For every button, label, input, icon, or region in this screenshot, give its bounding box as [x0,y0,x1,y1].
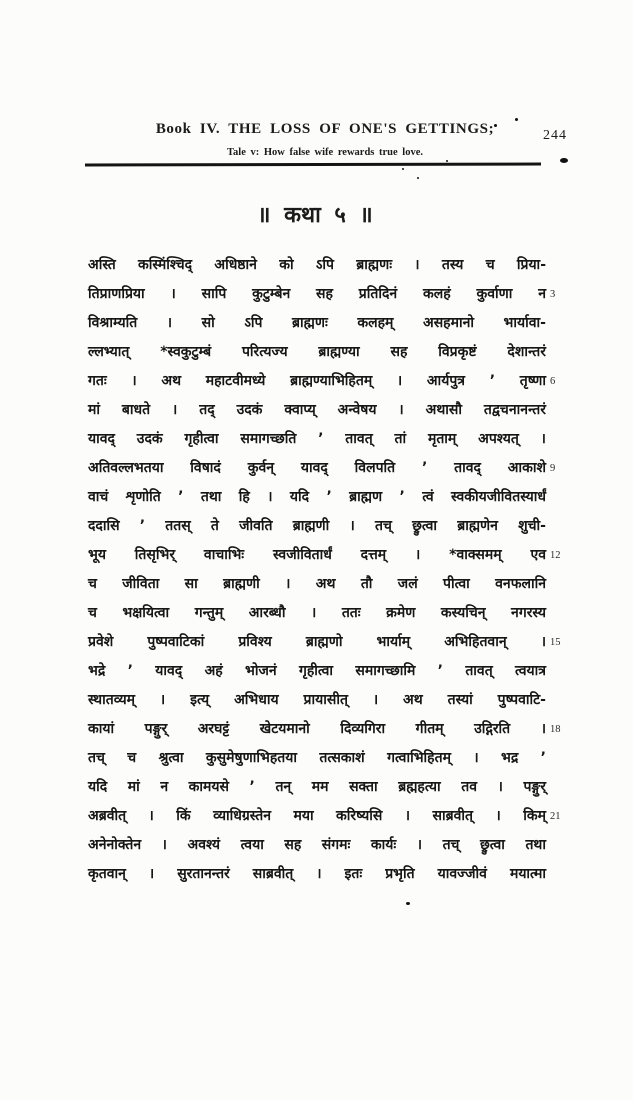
text-line [88,367,556,396]
sanskrit-text: प्रवेशे पुष्पवाटिकां प्रविश्य ब्राह्मणो भार्याम् अभिहितवान् । [88,634,546,650]
sanskrit-text: भूय तिसृभिर् वाचाभिः स्वजीवितार्धं दत्तम् । *वाक्समम् एव [88,547,546,563]
margin-line-number [550,774,572,801]
margin-line-number [550,252,572,279]
sanskrit-text: यावद् उदकं गृहीत्वा समागच्छति ’ तावत् तां मृताम् अपश्यत् । [88,431,546,447]
scan-speck [446,160,448,162]
sanskrit-text: अतिवल्लभतया विषादं कुर्वन् यावद् विलपति ’ तावद् आकाशे [88,460,546,476]
sanskrit-text: कृतवान् । सुरतानन्तरं साब्रवीत् । इतः प्रभृति यावज्जीवं मयात्मा [88,866,546,882]
sanskrit-text: विश्राम्यति । सो ऽपि ब्राह्मणः कलहम् असहमानो भार्यावा- [88,315,546,331]
scan-speck [402,168,404,170]
sanskrit-text: तच् च श्रुत्वा कुसुमेषुणाभिहतया तत्सकाशं गत्वाभिहितम् । भद्र ’ [88,750,546,766]
text-line [88,425,546,454]
text-line [88,599,546,628]
header-rule [85,163,541,167]
margin-line-number: 12 [550,550,561,561]
sanskrit-text: अनेनोक्तेन । अवश्यं त्वया सह संगमः कार्यः । तच् छ्रुत्वा तथा [88,837,546,853]
margin-line-number [550,745,572,772]
text-line [88,860,546,889]
text-line [88,483,546,512]
text-line [88,251,546,280]
text-line [88,309,546,338]
sanskrit-text-block [88,251,561,889]
sanskrit-text: कायां पङ्गुर् अरघट्टं खेटयमानो दिव्यगिरा गीतम् उद्गिरति । [88,721,546,737]
scan-speck [417,177,419,179]
margin-line-number: 9 [550,463,556,474]
margin-line-number [550,513,572,540]
text-line [88,831,546,860]
margin-line-number: 21 [550,811,561,822]
margin-line-number [550,861,572,888]
text-line [88,570,546,599]
sanskrit-text: स्थातव्यम् । इत्य् अभिधाय प्रायासीत् । अथ तस्यां पुष्पवाटि- [88,692,546,708]
sanskrit-text: अब्रवीत् । किं व्याधिग्रस्तेन मया करिष्यसि । साब्रवीत् । किम् [88,808,546,824]
margin-line-number [550,600,572,627]
text-line [88,512,546,541]
page-number: 244 [543,128,567,143]
margin-line-number: 18 [550,724,561,735]
text-line [88,715,561,744]
sanskrit-text: च भक्षयित्वा गन्तुम् आरब्धौ । ततः क्रमेण कस्यचिन् नगरस्य [88,605,546,621]
margin-line-number [550,687,572,714]
margin-line-number: 15 [550,637,561,648]
tale-subtitle: Tale v: How false wife rewards true love. [227,147,423,158]
text-line [88,686,546,715]
sanskrit-text: ददासि ’ ततस् ते जीवति ब्राह्मणी । तच् छ्रुत्वा ब्राह्मणेन शुची- [88,518,546,534]
sanskrit-text: यदि मां न कामयसे ’ तन् मम सक्ता ब्रह्महत्या तव । पङ्गुर् [88,779,546,795]
scan-speck [560,158,568,163]
text-line [88,628,561,657]
text-line [88,541,561,570]
sanskrit-text: अस्ति कस्मिंश्चिद् अधिष्ठाने को ऽपि ब्राह्मणः । तस्य च प्रिया- [88,257,546,273]
scan-speck [494,124,497,127]
sanskrit-text: मां बाधते । तद् उदकं क्वाप्य् अन्वेषय । अथासौ तद्वचनानन्तरं [88,402,546,418]
sanskrit-text: च जीविता सा ब्राह्मणी । अथ तौ जलं पीत्वा वनफलानि [88,576,546,592]
text-line [88,338,546,367]
margin-line-number [550,658,572,685]
sanskrit-text: गतः । अथ महाटवीमध्ये ब्राह्मण्याभिहितम् । आर्यपुत्र ’ तृष्णा [88,373,546,389]
margin-line-number: 3 [550,289,556,300]
text-line [88,744,546,773]
text-line [88,773,546,802]
margin-line-number [550,832,572,859]
text-line [88,280,556,309]
story-title: ॥ कथा ५ ॥ [257,203,373,228]
sanskrit-text: वाचं शृणोति ’ तथा हि । यदि ’ ब्राह्मण ’ त्वं स्वकीयजीवितस्यार्धं [88,489,546,505]
text-line [88,454,556,483]
margin-line-number [550,484,572,511]
margin-line-number [550,426,572,453]
margin-line-number [550,397,572,424]
scan-speck [515,118,518,121]
margin-line-number: 6 [550,376,556,387]
margin-line-number [550,571,572,598]
margin-line-number [550,310,572,337]
margin-line-number [550,339,572,366]
text-line [88,657,546,686]
running-head: Book IV. THE LOSS OF ONE'S GETTINGS; [155,121,495,137]
sanskrit-text: भद्रे ’ यावद् अहं भोजनं गृहीत्वा समागच्छामि ’ तावत् त्वयात्र [88,663,546,679]
scan-speck [406,902,410,905]
sanskrit-text: ल्लभ्यात् *स्वकुटुम्बं परित्यज्य ब्राह्मण्या सह विप्रकृष्टं देशान्तरं [88,344,546,360]
text-line [88,396,546,425]
text-line [88,802,561,831]
sanskrit-text: तिप्राणप्रिया । सापि कुटुम्बेन सह प्रतिदिनं कलहं कुर्वाणा न [88,286,546,302]
